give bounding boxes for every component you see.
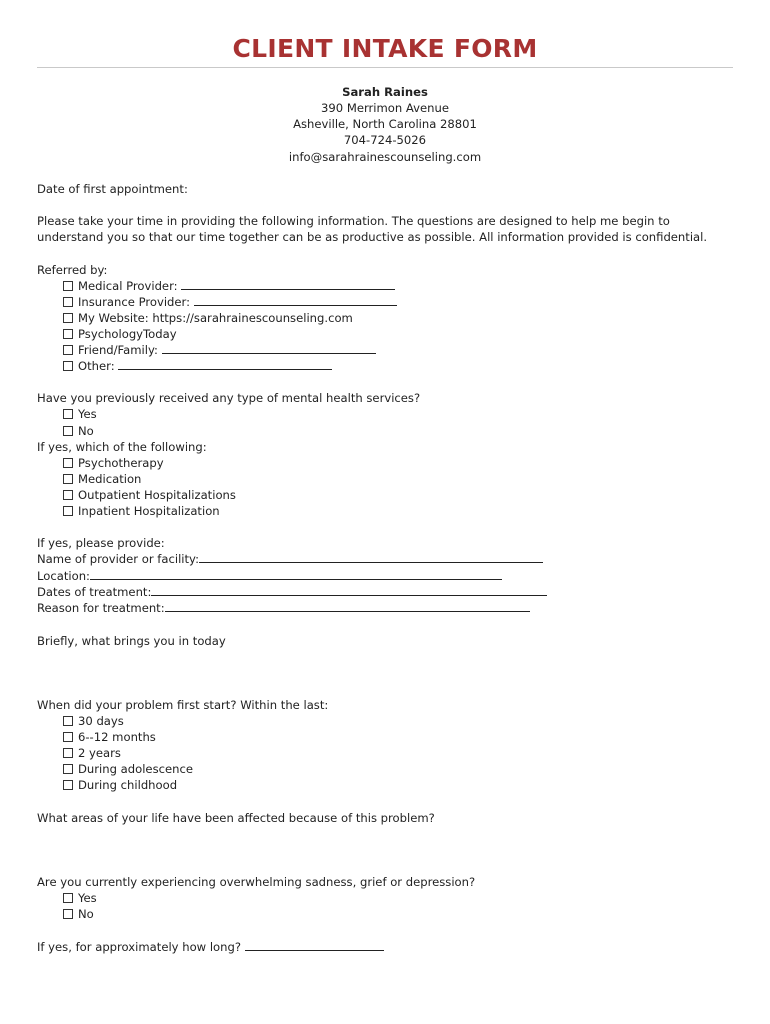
areas-affected-question: What areas of your life have been affected because of this problem? xyxy=(37,811,435,825)
medical-provider-blank[interactable] xyxy=(181,278,395,290)
checkbox[interactable] xyxy=(63,361,73,371)
checkbox[interactable] xyxy=(63,716,73,726)
start-2-years xyxy=(63,745,121,761)
checkbox[interactable] xyxy=(63,329,73,339)
option-label: 30 days xyxy=(78,714,124,728)
option-label: No xyxy=(78,424,94,438)
option-label: Medical Provider: xyxy=(78,279,178,293)
provider-name-field xyxy=(37,551,543,567)
start-adolescence xyxy=(63,761,193,777)
referral-option-other xyxy=(63,358,332,374)
sadness-no xyxy=(63,906,94,922)
reason-blank[interactable] xyxy=(165,600,530,612)
email-address: info@sarahrainescounseling.com xyxy=(288,150,482,164)
how-long-blank[interactable] xyxy=(245,939,384,951)
service-outpatient xyxy=(63,487,236,503)
previous-services-no xyxy=(63,423,94,439)
therapist-name: Sarah Raines xyxy=(342,85,428,99)
previous-services-question: Have you previously received any type of mental health services? xyxy=(37,391,421,405)
other-blank[interactable] xyxy=(118,358,332,370)
dates-blank[interactable] xyxy=(151,584,547,596)
referral-option-medical xyxy=(63,278,395,294)
option-label: Other: xyxy=(78,359,115,373)
option-label: Yes xyxy=(78,891,97,905)
checkbox[interactable] xyxy=(63,764,73,774)
sadness-question: Are you currently experiencing overwhelming sadness, grief or depression? xyxy=(37,875,476,889)
how-long-field xyxy=(37,939,384,955)
checkbox[interactable] xyxy=(63,506,73,516)
dates-field xyxy=(37,584,547,600)
service-inpatient xyxy=(63,503,220,519)
option-label: Yes xyxy=(78,407,97,421)
intro-line-2: understand you so that our time together can be as productive as possible. All information provided is confidential. xyxy=(37,230,708,244)
field-label: If yes, for approximately how long? xyxy=(37,940,241,954)
checkbox[interactable] xyxy=(63,297,73,307)
form-title: CLIENT INTAKE FORM xyxy=(232,34,538,63)
option-label: My Website: https://sarahrainescounseling.com xyxy=(78,311,353,325)
reason-field xyxy=(37,600,530,616)
option-label: PsychologyToday xyxy=(78,327,177,341)
friend-family-blank[interactable] xyxy=(162,342,376,354)
provide-label: If yes, please provide: xyxy=(37,536,165,550)
checkbox[interactable] xyxy=(63,748,73,758)
option-label: Friend/Family: xyxy=(78,343,158,357)
option-label: Outpatient Hospitalizations xyxy=(78,488,236,502)
option-label: During childhood xyxy=(78,778,178,792)
option-label: Insurance Provider: xyxy=(78,295,191,309)
checkbox[interactable] xyxy=(63,345,73,355)
referral-option-website xyxy=(63,310,353,326)
checkbox[interactable] xyxy=(63,281,73,291)
service-medication xyxy=(63,471,141,487)
checkbox[interactable] xyxy=(63,732,73,742)
checkbox[interactable] xyxy=(63,313,73,323)
address-street: 390 Merrimon Avenue xyxy=(321,101,449,115)
start-childhood xyxy=(63,777,177,793)
checkbox[interactable] xyxy=(63,458,73,468)
checkbox[interactable] xyxy=(63,893,73,903)
insurance-provider-blank[interactable] xyxy=(194,294,397,306)
option-label: 6--12 months xyxy=(78,730,156,744)
checkbox[interactable] xyxy=(63,780,73,790)
checkbox[interactable] xyxy=(63,909,73,919)
field-label: Location: xyxy=(37,569,90,583)
option-label: 2 years xyxy=(78,746,121,760)
checkbox[interactable] xyxy=(63,474,73,484)
checkbox[interactable] xyxy=(63,490,73,500)
option-label: Inpatient Hospitalization xyxy=(78,504,220,518)
problem-start-question: When did your problem first start? Within the last: xyxy=(37,698,329,712)
first-appointment-label: Date of first appointment: xyxy=(37,182,188,196)
provider-name-blank[interactable] xyxy=(199,551,543,563)
sadness-yes xyxy=(63,890,97,906)
referral-option-insurance xyxy=(63,294,397,310)
field-label: Dates of treatment: xyxy=(37,585,152,599)
phone-number: 704-724-5026 xyxy=(343,133,427,147)
field-label: Reason for treatment: xyxy=(37,601,165,615)
option-label: During adolescence xyxy=(78,762,193,776)
referral-option-friend xyxy=(63,342,376,358)
start-6-12-months xyxy=(63,729,156,745)
previous-services-yes xyxy=(63,406,97,422)
brings-you-in-question: Briefly, what brings you in today xyxy=(37,634,226,648)
option-label: Medication xyxy=(78,472,142,486)
checkbox[interactable] xyxy=(63,426,73,436)
service-psychotherapy xyxy=(63,455,164,471)
start-30-days xyxy=(63,713,124,729)
title-divider xyxy=(37,67,733,68)
option-label: Psychotherapy xyxy=(78,456,164,470)
option-label: No xyxy=(78,907,94,921)
checkbox[interactable] xyxy=(63,409,73,419)
intro-line-1: Please take your time in providing the following information. The questions are designed to help me begin to xyxy=(37,214,670,228)
location-field xyxy=(37,568,502,584)
referred-by-label: Referred by: xyxy=(37,263,108,277)
location-blank[interactable] xyxy=(90,568,502,580)
which-services-question: If yes, which of the following: xyxy=(37,440,207,454)
field-label: Name of provider or facility: xyxy=(37,552,199,566)
referral-option-psychologytoday xyxy=(63,326,177,342)
address-city: Asheville, North Carolina 28801 xyxy=(293,117,477,131)
